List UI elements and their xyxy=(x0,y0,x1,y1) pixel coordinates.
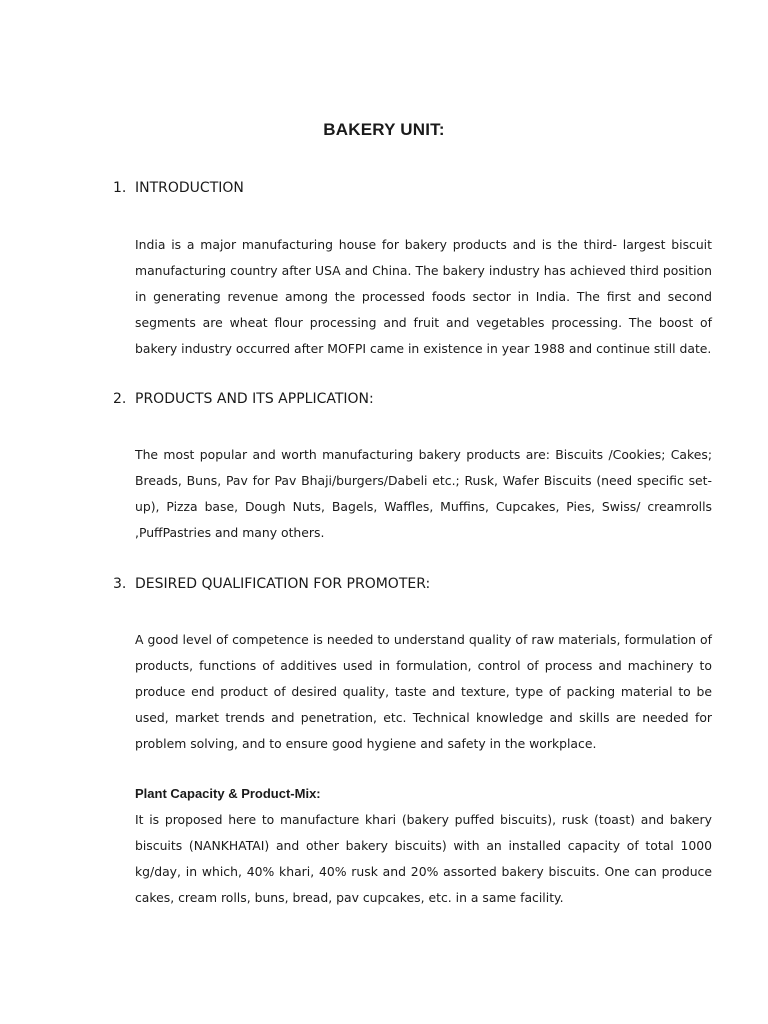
section-heading-qualification xyxy=(113,576,430,592)
products-paragraph: The most popular and worth manufacturing bakery products are: Biscuits /Cookies; Cakes; Breads, Buns, Pav for Pav Bhaji/burgers/Dabeli etc.; Rusk, Wafer Biscuits (need specific set-up), Pizza base, Dough Nuts, Bagels, Waffles, Muffins, Cupcakes, Pies, Swiss/ creamrolls ,PuffPastries and many others. xyxy=(135,447,712,540)
section-number: 1. xyxy=(113,180,127,196)
section-number: 2. xyxy=(113,391,127,407)
plant-capacity-paragraph: It is proposed here to manufacture khari (bakery puffed biscuits), rusk (toast) and bakery biscuits (NANKHATAI) and other bakery biscuits) with an installed capacity of total 1000 kg/day, in which, 40% khari, 40% rusk and 20% assorted bakery biscuits. One can produce cakes, cream rolls, buns, bread, pav cupcakes, etc. in a same facility. xyxy=(135,812,712,905)
qualification-paragraph: A good level of competence is needed to understand quality of raw materials, formulation of products, functions of additives used in formulation, control of process and machinery to produce end product of desired quality, taste and texture, type of packing material to be used, market trends and penetration, etc. Technical knowledge and skills are needed for problem solving, and to ensure good hygiene and safety in the workplace. xyxy=(135,632,712,751)
section-heading-products xyxy=(113,391,374,407)
document-title: BAKERY UNIT: xyxy=(323,120,445,139)
section-title: DESIRED QUALIFICATION FOR PROMOTER: xyxy=(135,576,431,592)
plant-capacity-heading: Plant Capacity & Product-Mix: xyxy=(135,786,321,801)
section-heading-introduction xyxy=(113,180,244,196)
introduction-paragraph: India is a major manufacturing house for bakery products and is the third- largest biscuit manufacturing country after USA and China. The bakery industry has achieved third position in generating revenue among the processed foods sector in India. The first and second segments are wheat flour processing and fruit and vegetables processing. The boost of bakery industry occurred after MOFPI came in existence in year 1988 and continue still date. xyxy=(135,237,712,356)
section-title: PRODUCTS AND ITS APPLICATION: xyxy=(135,391,374,407)
section-number: 3. xyxy=(113,576,127,592)
section-title: INTRODUCTION xyxy=(135,180,244,196)
